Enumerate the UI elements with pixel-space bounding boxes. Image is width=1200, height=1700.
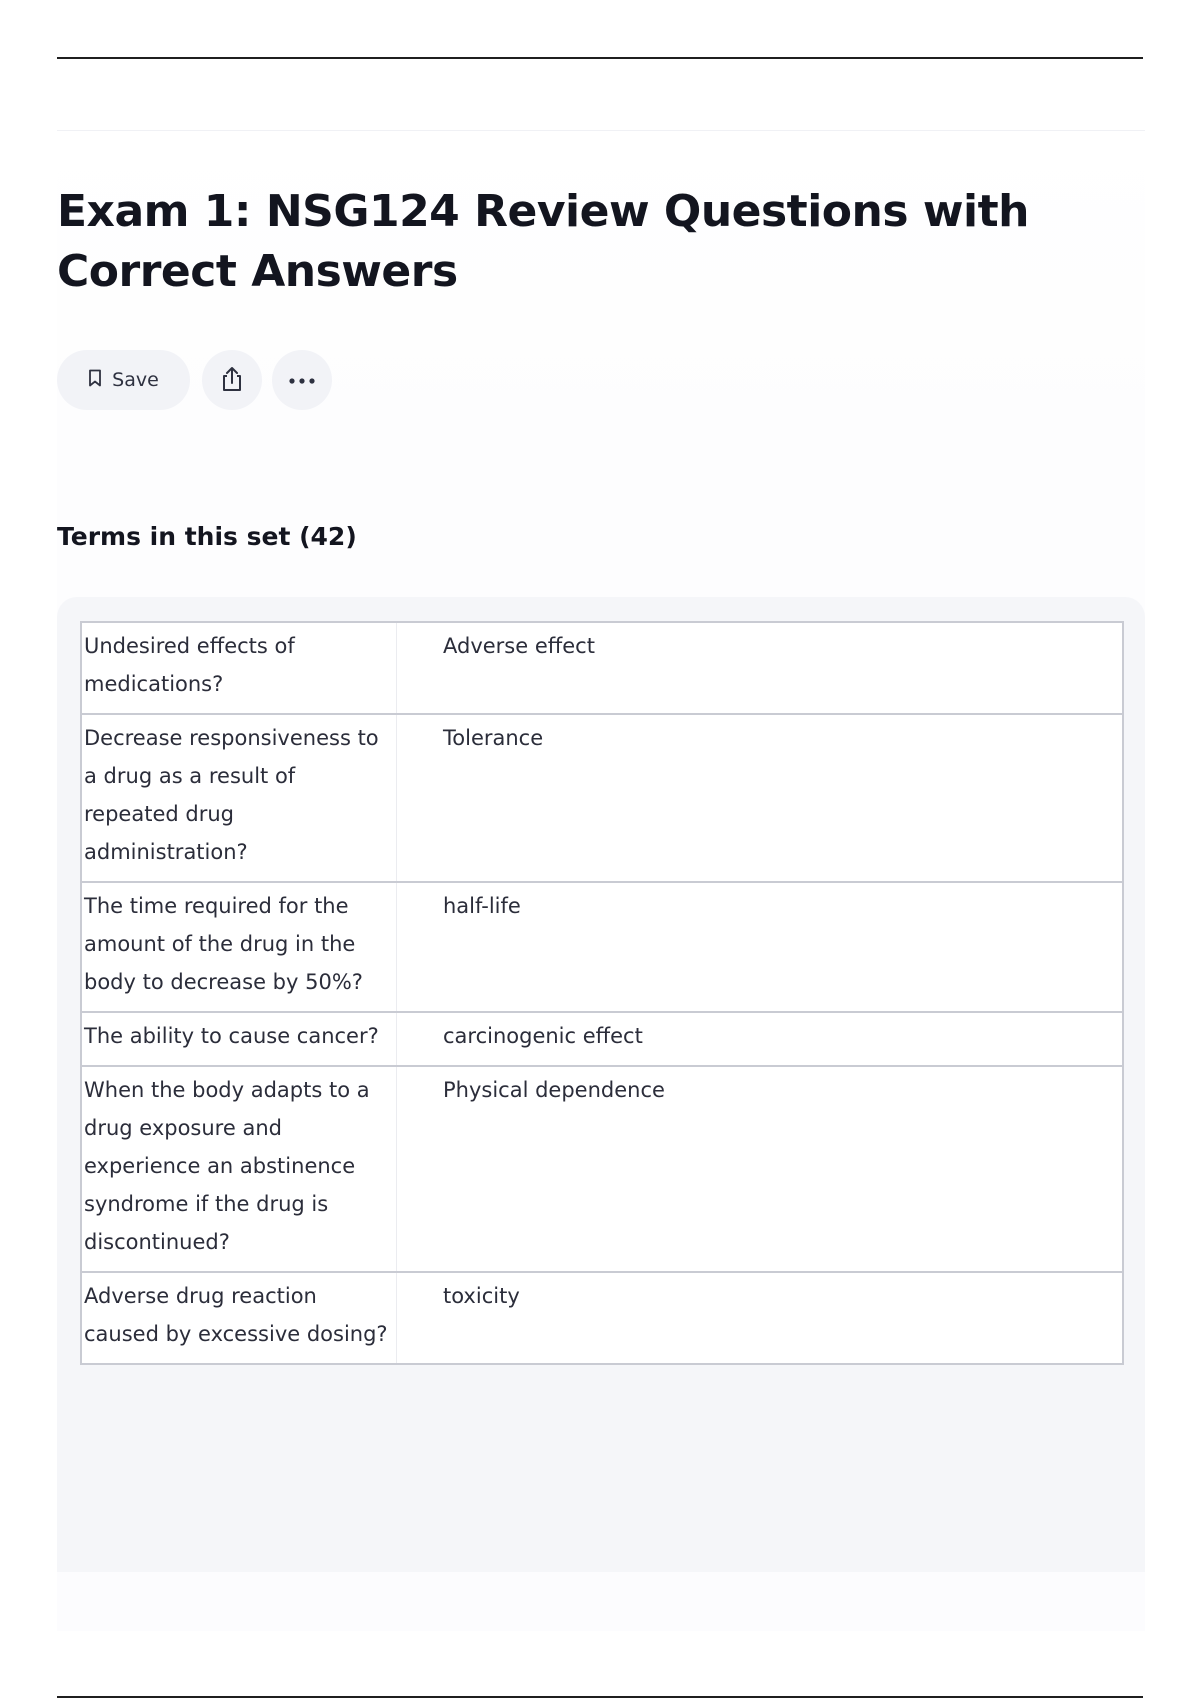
page-top-rule bbox=[57, 57, 1143, 59]
share-icon bbox=[219, 365, 245, 396]
definition-cell: carcinogenic effect bbox=[443, 1024, 643, 1048]
save-button-label: Save bbox=[112, 369, 159, 391]
term-cell: When the body adapts to a drug exposure and experience an abstinence syndrome if the drug is discontinued? bbox=[81, 1066, 397, 1272]
table-row bbox=[81, 1012, 1123, 1066]
terms-table bbox=[80, 621, 1124, 1365]
term-cell: Adverse drug reaction caused by excessive dosing? bbox=[81, 1272, 397, 1364]
definition-cell: Adverse effect bbox=[443, 634, 595, 658]
definition-cell: toxicity bbox=[443, 1284, 520, 1308]
term-cell: The time required for the amount of the drug in the body to decrease by 50%? bbox=[81, 882, 397, 1012]
page-bottom-rule bbox=[57, 1696, 1143, 1698]
definition-cell: Physical dependence bbox=[443, 1078, 665, 1102]
more-options-icon bbox=[288, 373, 316, 388]
share-button[interactable] bbox=[202, 350, 262, 410]
term-cell: Undesired effects of medications? bbox=[81, 622, 397, 714]
table-row bbox=[81, 1272, 1123, 1364]
table-row bbox=[81, 714, 1123, 882]
terms-heading: Terms in this set (42) bbox=[57, 522, 357, 551]
bookmark-icon bbox=[88, 369, 102, 392]
more-options-button[interactable] bbox=[272, 350, 332, 410]
page-title: Exam 1: NSG124 Review Questions with Correct Answers bbox=[57, 186, 1029, 297]
table-row bbox=[81, 882, 1123, 1012]
table-row bbox=[81, 1066, 1123, 1272]
term-cell: Decrease responsiveness to a drug as a result of repeated drug administration? bbox=[81, 714, 397, 882]
definition-cell: half-life bbox=[443, 894, 521, 918]
definition-cell: Tolerance bbox=[443, 726, 544, 750]
save-button[interactable] bbox=[57, 350, 190, 410]
term-cell: The ability to cause cancer? bbox=[81, 1012, 397, 1066]
table-row bbox=[81, 622, 1123, 714]
